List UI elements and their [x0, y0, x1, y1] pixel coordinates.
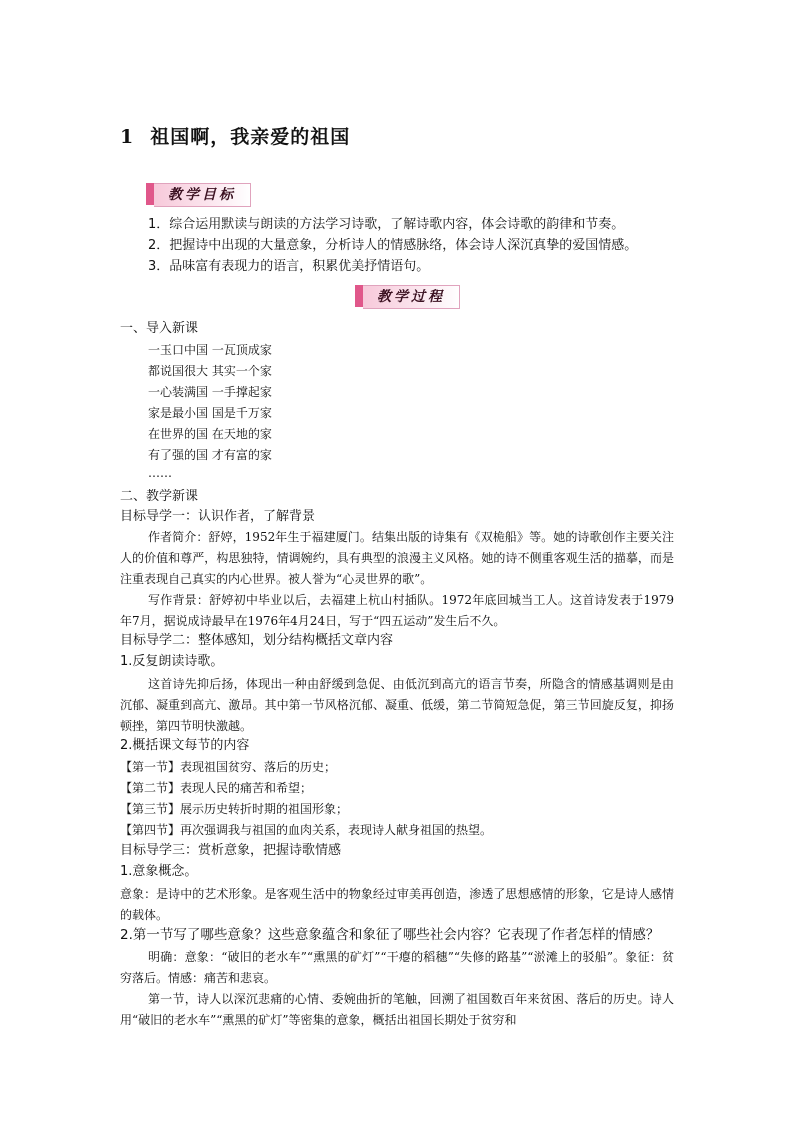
- lesson-title: [120, 122, 350, 149]
- section-summary: 【第二节】表现人民的痛苦和希望；: [120, 781, 313, 795]
- goal-item: 3．品味富有表现力的语言，积累优美抒情语句。: [148, 259, 430, 274]
- guide-heading: 目标导学三：赏析意象，把握诗歌情感: [120, 843, 342, 858]
- poem-line: 一心装满国 一手撑起家: [148, 385, 272, 399]
- list-item: 1.反复朗读诗歌。: [120, 654, 224, 669]
- rhythm-analysis: 这首诗先抑后扬，体现出一种由舒缓到急促、由低沉到高亢的语言节奏，所隐含的情感基调则是由沉郁、凝重到高亢、激昂。其中第一节风格沉郁、凝重、低缓，第二节简短急促，第三节回旋反复，抑扬顿挫，第四节明快激越。: [120, 677, 674, 733]
- poem-line: 在世界的国 在天地的家: [148, 427, 272, 441]
- section-heading: 二、教学新课: [120, 489, 199, 504]
- author-intro: 作者简介：舒婷，1952年生于福建厦门。结集出版的诗集有《双桅船》等。她的诗歌创作主要关注人的价值和尊严，构思独特，情调婉约，具有典型的浪漫主义风格。她的诗不侧重客观生活的描摹，而是注重表现自己真实的内心世界。被人誉为“心灵世界的歌”。: [120, 530, 674, 586]
- section-summary: 【第三节】展示历史转折时期的祖国形象；: [120, 802, 349, 816]
- poem-ellipsis: ……: [148, 466, 172, 480]
- poem-line: 都说国很大 其实一个家: [148, 364, 272, 378]
- answer-text: 明确：意象：“破旧的老水车”“熏黑的矿灯”“干瘪的稻穗”“失修的路基”“淤滩上的驳船”。象征：贫穷落后。情感：痛苦和悲哀。: [120, 950, 674, 985]
- goal-item: 1．综合运用默读与朗读的方法学习诗歌，了解诗歌内容，体会诗歌的韵律和节奏。: [148, 217, 625, 232]
- guide-heading: 目标导学二：整体感知，划分结构概括文章内容: [120, 633, 394, 648]
- goals-banner-label: 教学目标: [154, 183, 251, 207]
- goal-item: 2．把握诗中出现的大量意象，分析诗人的情感脉络，体会诗人深沉真挚的爱国情感。: [148, 238, 638, 253]
- guide-heading: 目标导学一：认识作者，了解背景: [120, 509, 316, 524]
- poem-line: 有了强的国 才有富的家: [148, 448, 272, 462]
- list-item: 1.意象概念。: [120, 864, 198, 879]
- lesson-title-text: 祖国啊，我亲爱的祖国: [150, 126, 351, 148]
- lesson-number: 1: [120, 126, 135, 148]
- poem-line: 一玉口中国 一瓦顶成家: [148, 343, 272, 357]
- poem-line: 家是最小国 国是千万家: [148, 406, 272, 420]
- analysis-text: 第一节，诗人以深沉悲痛的心情、委婉曲折的笔触，回溯了祖国数百年来贫困、落后的历史。诗人用“破旧的老水车”“熏黑的矿灯”等密集的意象，概括出祖国长期处于贫穷和: [120, 992, 674, 1027]
- imagery-definition: 意象：是诗中的艺术形象。是客观生活中的物象经过审美再创造，渗透了思想感情的形象，它是诗人感情的载体。: [120, 887, 674, 922]
- section-summary: 【第四节】再次强调我与祖国的血肉关系，表现诗人献身祖国的热望。: [120, 823, 493, 837]
- section-summary: 【第一节】表现祖国贫穷、落后的历史；: [120, 760, 337, 774]
- section-heading: 一、导入新课: [120, 321, 199, 336]
- writing-background: 写作背景：舒婷初中毕业以后，去福建上杭山村插队。1972年底回城当工人。这首诗发表于1979年7月，据说成诗最早在1976年4月24日，写于“四五运动”发生后不久。: [120, 593, 674, 628]
- list-item: 2.概括课文每节的内容: [120, 738, 250, 753]
- process-banner-label: 教学过程: [363, 285, 460, 309]
- discussion-question: 2.第一节写了哪些意象？这些意象蕴含和象征了哪些社会内容？它表现了作者怎样的情感？: [120, 927, 660, 943]
